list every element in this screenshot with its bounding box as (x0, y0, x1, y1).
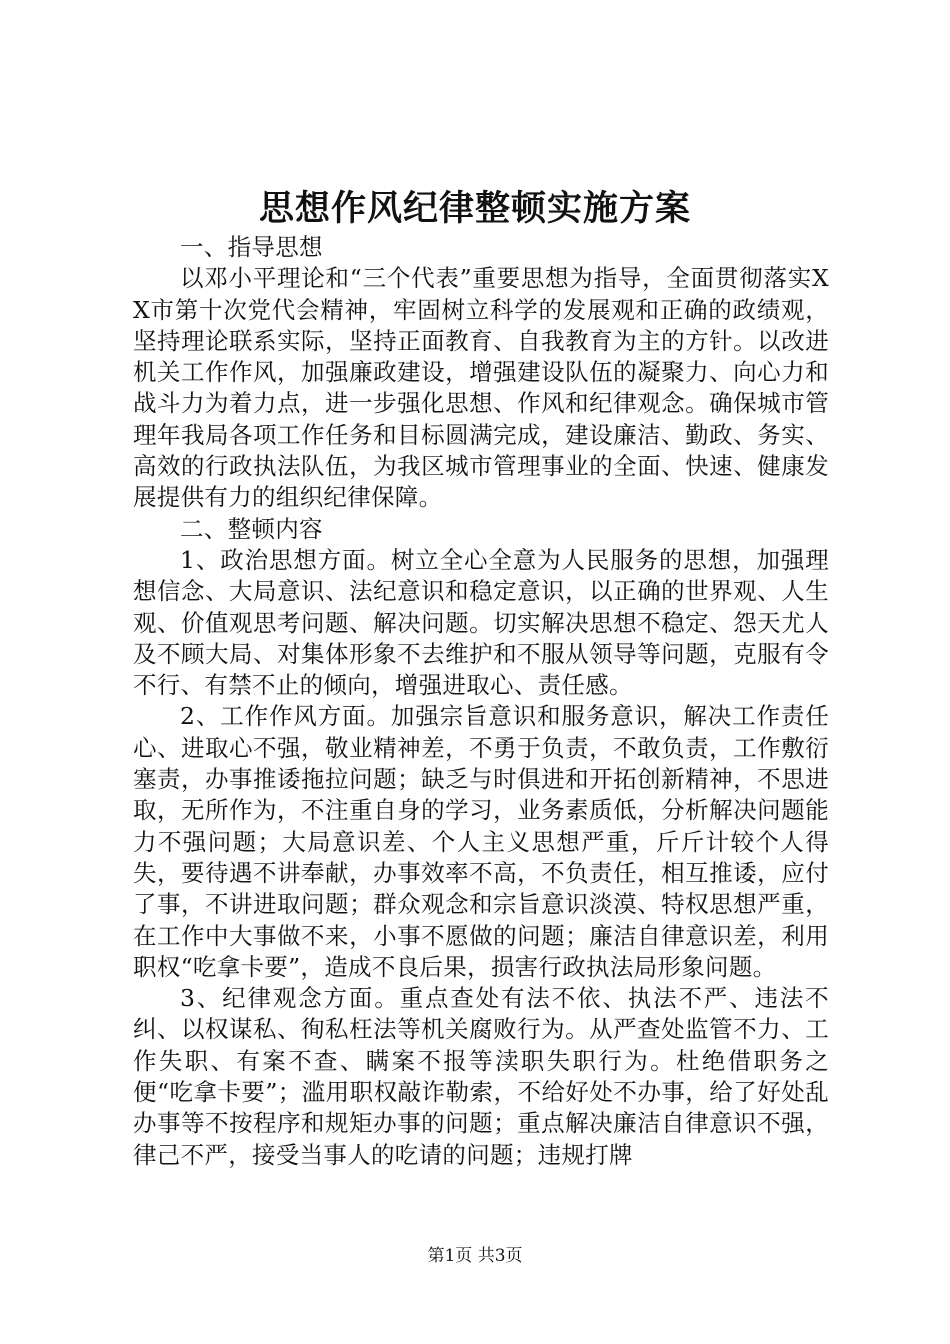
body-paragraph: 1、政治思想方面。树立全心全意为人民服务的思想，加强理想信念、大局意识、法纪意识和稳定意识，以正确的世界观、人生观、价值观思考问题、解决问题。切实解决思想不稳定、怨天尤人及不顾大局、对集体形象不去维护和不服从领导等问题，克服有令不行、有禁不止的倾向，增强进取心、责任感。 (133, 545, 829, 700)
page-footer: 第1页 共3页 (427, 1246, 523, 1266)
body-paragraph: 3、纪律观念方面。重点查处有法不依、执法不严、违法不纠、以权谋私、徇私枉法等机关腐败行为。从严查处监管不力、工作失职、有案不查、瞒案不报等渎职失职行为。杜绝借职务之便“吃拿卡要”；滥用职权敲诈勒索，不给好处不办事，给了好处乱办事等不按程序和规矩办事的问题；重点解决廉洁自律意识不强，律己不严，接受当事人的吃请的问题；违规打牌 (133, 984, 829, 1169)
body-paragraph: 2、工作作风方面。加强宗旨意识和服务意识，解决工作责任心、进取心不强，敬业精神差，不勇于负责，不敢负责，工作敷衍塞责，办事推诿拖拉问题；缺乏与时俱进和开拓创新精神，不思进取，无所作为，不注重自身的学习，业务素质低，分析解决问题能力不强问题；大局意识差、个人主义思想严重，斤斤计较个人得失，要待遇不讲奉献，办事效率不高，不负责任，相互推诿，应付了事，不讲进取问题；群众观念和宗旨意识淡漠、特权思想严重，在工作中大事做不来，小事不愿做的问题；廉洁自律意识差，利用职权“吃拿卡要”，造成不良后果，损害行政执法局形象问题。 (133, 702, 829, 981)
body-paragraph: 以邓小平理论和“三个代表”重要思想为指导，全面贯彻落实XX市第十次党代会精神，牢固树立科学的发展观和正确的政绩观，坚持理论联系实际，坚持正面教育、自我教育为主的方针。以改进机关工作作风，加强廉政建设，增强建设队伍的凝聚力、向心力和战斗力为着力点，进一步强化思想、作风和纪律观念。确保城市管理年我局各项工作任务和目标圆满完成，建设廉洁、勤政、务实、高效的行政执法队伍，为我区城市管理事业的全面、快速、健康发展提供有力的组织纪律保障。 (133, 264, 829, 512)
document-title: 思想作风纪律整顿实施方案 (258, 188, 691, 229)
section-heading: 一、指导思想 (180, 233, 323, 261)
document-body (133, 232, 829, 1171)
section-heading: 二、整顿内容 (180, 514, 323, 543)
